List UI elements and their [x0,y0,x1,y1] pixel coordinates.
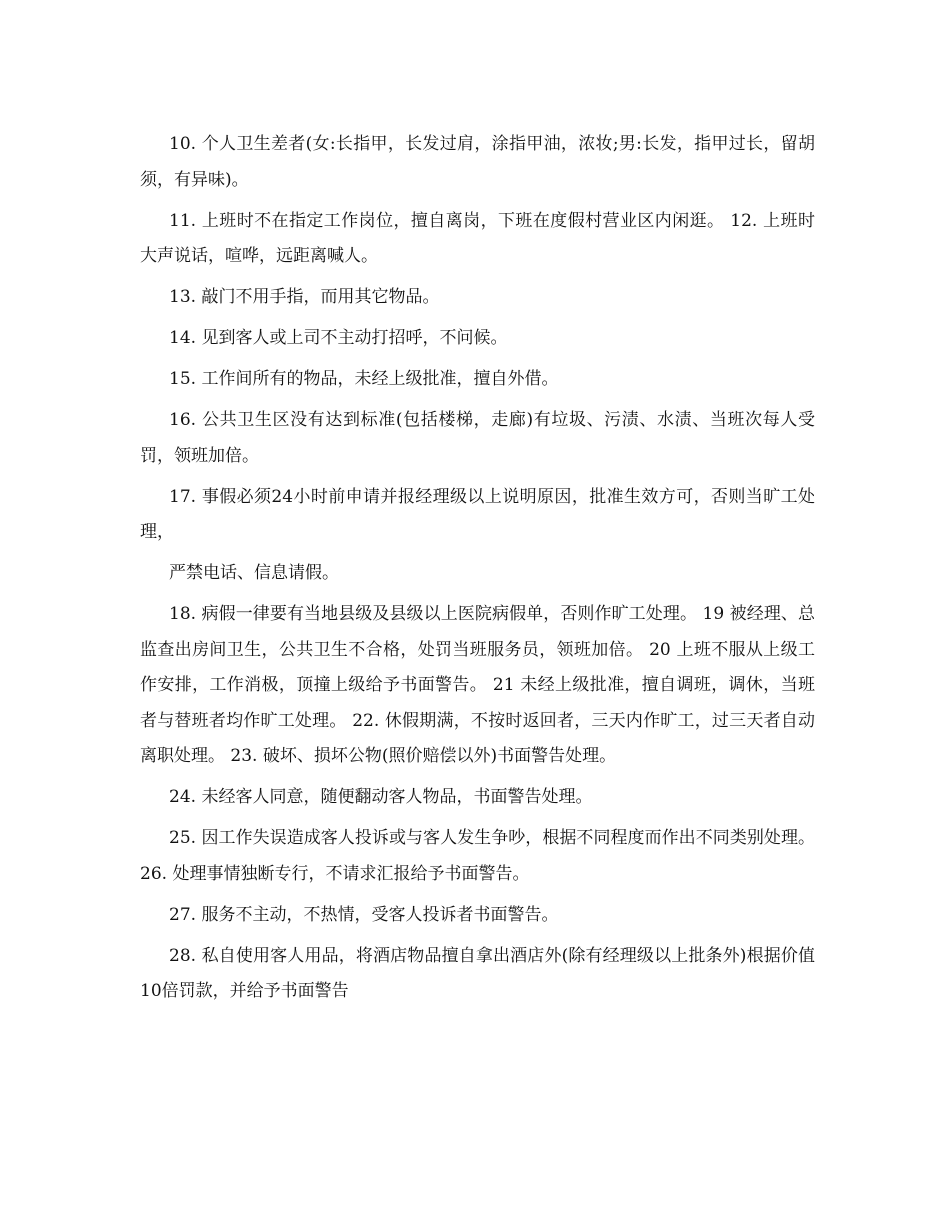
rule-10: 10. 个人卫生差者(女:长指甲，长发过肩，涂指甲油，浓妆;男:长发，指甲过长，留胡须，有异味)。 [140,134,815,190]
rule-17: 17. 事假必须24小时前申请并报经理级以上说明原因，批准生效方可，否则当旷工处理， [140,486,815,542]
rule-15: 15. 工作间所有的物品，未经上级批准，擅自外借。 [169,369,559,389]
rule-14: 14. 见到客人或上司不主动打招呼，不问候。 [169,328,508,348]
rule-13: 13. 敲门不用手指，而用其它物品。 [169,287,440,307]
rule-17-continued: 严禁电话、信息请假。 [169,563,339,583]
rule-27: 27. 服务不主动，不热情，受客人投诉者书面警告。 [169,904,559,925]
rule-28: 28. 私自使用客人用品，将酒店物品擅自拿出酒店外(除有经理级以上批条外)根据价值10倍罚款，并给予书面警告 [140,945,815,1001]
rule-24: 24. 未经客人同意，随便翻动客人物品，书面警告处理。 [169,787,593,807]
document-body [140,127,815,1015]
rule-11-12: 11. 上班时不在指定工作岗位，擅自离岗，下班在度假村营业区内闲逛。 12. 上班时大声说话，喧哗，远距离喊人。 [140,210,815,266]
rule-25-26: 25. 因工作失误造成客人投诉或与客人发生争吵，根据不同程度而作出不同类别处理。 26. 处理事情独断专行，不请求汇报给予书面警告。 [140,828,815,884]
rule-16: 16. 公共卫生区没有达到标准(包括楼梯，走廊)有垃圾、污渍、水渍、当班次每人受罚，领班加倍。 [140,410,815,466]
rule-18-23: 18. 病假一律要有当地县级及县级以上医院病假单，否则作旷工处理。 19 被经理、总监查出房间卫生，公共卫生不合格，处罚当班服务员，领班加倍。 20 上班不服从上级工作安排，工作消极，顶撞上级给予书面警告。 21 未经上级批准，擅自调班，调休，当班者与替班者均作旷工处理。 22. 休假期满，不按时返回者，三天内作旷工，过三天者自动离职处理。 23. 破坏、损坏公物(照价赔偿以外)书面警告处理。 [140,604,815,766]
